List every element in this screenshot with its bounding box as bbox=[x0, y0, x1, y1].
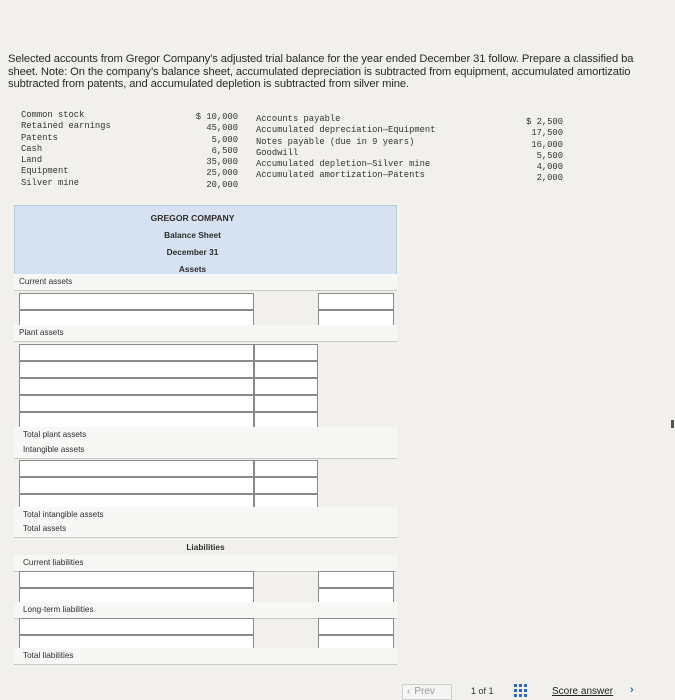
entry-row bbox=[14, 460, 397, 477]
footer-nav bbox=[0, 680, 675, 700]
total-liabilities-label: Total liabilities bbox=[23, 651, 74, 660]
balance-sheet-header bbox=[14, 205, 397, 285]
account-name: Accumulated amortization—Patents bbox=[256, 170, 425, 181]
account-value: 17,500 bbox=[531, 128, 563, 139]
assets-heading: Assets bbox=[178, 264, 207, 274]
accounts-left-values bbox=[190, 112, 238, 191]
intangible-assets-row bbox=[14, 442, 397, 459]
account-value: 5,000 bbox=[211, 134, 238, 145]
total-intangible-assets-label: Total intangible assets bbox=[23, 510, 104, 519]
account-value: 16,000 bbox=[531, 139, 563, 150]
instructions-line-2: sheet. Note: On the company’s balance sheet, accumulated depreciation is subtracted from equipment, accumulated amortizatio bbox=[8, 65, 631, 78]
entry-row bbox=[14, 378, 397, 395]
account-input[interactable] bbox=[19, 361, 254, 378]
account-value: 6,500 bbox=[211, 145, 238, 156]
prev-label: Prev bbox=[414, 686, 435, 697]
account-name: Accumulated depletion—Silver mine bbox=[256, 159, 431, 170]
statement-date: December 31 bbox=[166, 247, 219, 257]
account-value: 35,000 bbox=[206, 157, 238, 168]
account-name: Notes payable (due in 9 years) bbox=[256, 136, 415, 147]
account-name: Common stock bbox=[21, 110, 85, 120]
total-plant-assets-label: Total plant assets bbox=[23, 430, 87, 439]
balance-sheet-form bbox=[14, 205, 397, 665]
account-input[interactable] bbox=[19, 477, 254, 494]
chevron-right-icon[interactable]: › bbox=[630, 684, 634, 696]
accounts-left-names bbox=[21, 110, 111, 189]
amount-input[interactable] bbox=[254, 460, 318, 477]
current-liabilities-row bbox=[14, 555, 397, 572]
plant-assets-row bbox=[14, 325, 397, 342]
long-term-liabilities-label: Long-term liabilities bbox=[23, 605, 94, 614]
score-answer-link[interactable]: Score answer bbox=[552, 686, 614, 697]
account-name: Land bbox=[21, 155, 43, 166]
amount-input[interactable] bbox=[318, 293, 394, 310]
accounts-right-values bbox=[520, 117, 563, 185]
account-name: Accumulated depreciation—Equipment bbox=[256, 125, 436, 136]
instructions-line-1: Selected accounts from Gregor Company’s adjusted trial balance for the year ended December 31 follow. Prepare a classified ba bbox=[8, 53, 634, 65]
account-input[interactable] bbox=[19, 293, 254, 310]
account-input[interactable] bbox=[19, 460, 254, 477]
amount-input[interactable] bbox=[254, 395, 318, 412]
amount-input[interactable] bbox=[254, 344, 318, 361]
entry-row bbox=[14, 395, 397, 412]
current-assets-label: Current assets bbox=[19, 277, 73, 286]
statement-title: Balance Sheet bbox=[164, 230, 221, 240]
account-value: 2,000 bbox=[536, 173, 563, 184]
account-value: 20,000 bbox=[206, 179, 238, 190]
instructions-line-3: subtracted from patents, and accumulated depletion is subtracted from silver mine. bbox=[8, 78, 409, 90]
account-name: Goodwill bbox=[256, 147, 299, 158]
account-value: 4,000 bbox=[536, 162, 563, 173]
account-name: Patents bbox=[21, 132, 58, 143]
entry-row bbox=[14, 344, 397, 361]
scroll-indicator bbox=[671, 420, 674, 428]
accounts-right-names bbox=[256, 114, 436, 182]
entry-row bbox=[14, 477, 397, 494]
account-input[interactable] bbox=[19, 618, 254, 635]
grid-icon[interactable] bbox=[514, 684, 528, 698]
entry-row bbox=[14, 293, 397, 310]
page-indicator: 1 of 1 bbox=[471, 686, 494, 696]
amount-input[interactable] bbox=[254, 361, 318, 378]
entry-row bbox=[14, 361, 397, 378]
account-value: 25,000 bbox=[206, 168, 238, 179]
chevron-left-icon: ‹ bbox=[407, 686, 411, 697]
amount-input[interactable] bbox=[318, 571, 394, 588]
account-name: Retained earnings bbox=[21, 121, 111, 132]
account-name: Silver mine bbox=[21, 177, 80, 188]
trial-balance-accounts bbox=[0, 108, 675, 193]
liabilities-heading: Liabilities bbox=[186, 542, 225, 552]
entry-row bbox=[14, 571, 397, 588]
prev-button[interactable] bbox=[402, 684, 452, 700]
account-name: Accounts payable bbox=[256, 114, 341, 124]
account-input[interactable] bbox=[19, 395, 254, 412]
account-input[interactable] bbox=[19, 344, 254, 361]
account-name: Cash bbox=[21, 143, 43, 154]
plant-assets-label: Plant assets bbox=[19, 328, 64, 337]
account-value: 5,500 bbox=[536, 150, 563, 161]
current-assets-row bbox=[14, 274, 397, 291]
account-input[interactable] bbox=[19, 571, 254, 588]
total-assets-label: Total assets bbox=[23, 524, 67, 533]
account-input[interactable] bbox=[19, 378, 254, 395]
amount-input[interactable] bbox=[254, 477, 318, 494]
amount-input[interactable] bbox=[318, 618, 394, 635]
total-liabilities-row bbox=[14, 648, 397, 665]
account-name: Equipment bbox=[21, 166, 69, 177]
amount-input[interactable] bbox=[254, 378, 318, 395]
entry-row bbox=[14, 618, 397, 635]
total-assets-row bbox=[14, 521, 397, 538]
current-liabilities-label: Current liabilities bbox=[23, 558, 84, 567]
account-value: $ 2,500 bbox=[526, 117, 563, 127]
account-value: $ 10,000 bbox=[195, 112, 238, 122]
long-term-liabilities-row bbox=[14, 602, 397, 619]
account-value: 45,000 bbox=[206, 123, 238, 134]
instructions bbox=[8, 53, 675, 91]
company-name: GREGOR COMPANY bbox=[150, 213, 235, 223]
intangible-assets-label: Intangible assets bbox=[23, 445, 85, 454]
